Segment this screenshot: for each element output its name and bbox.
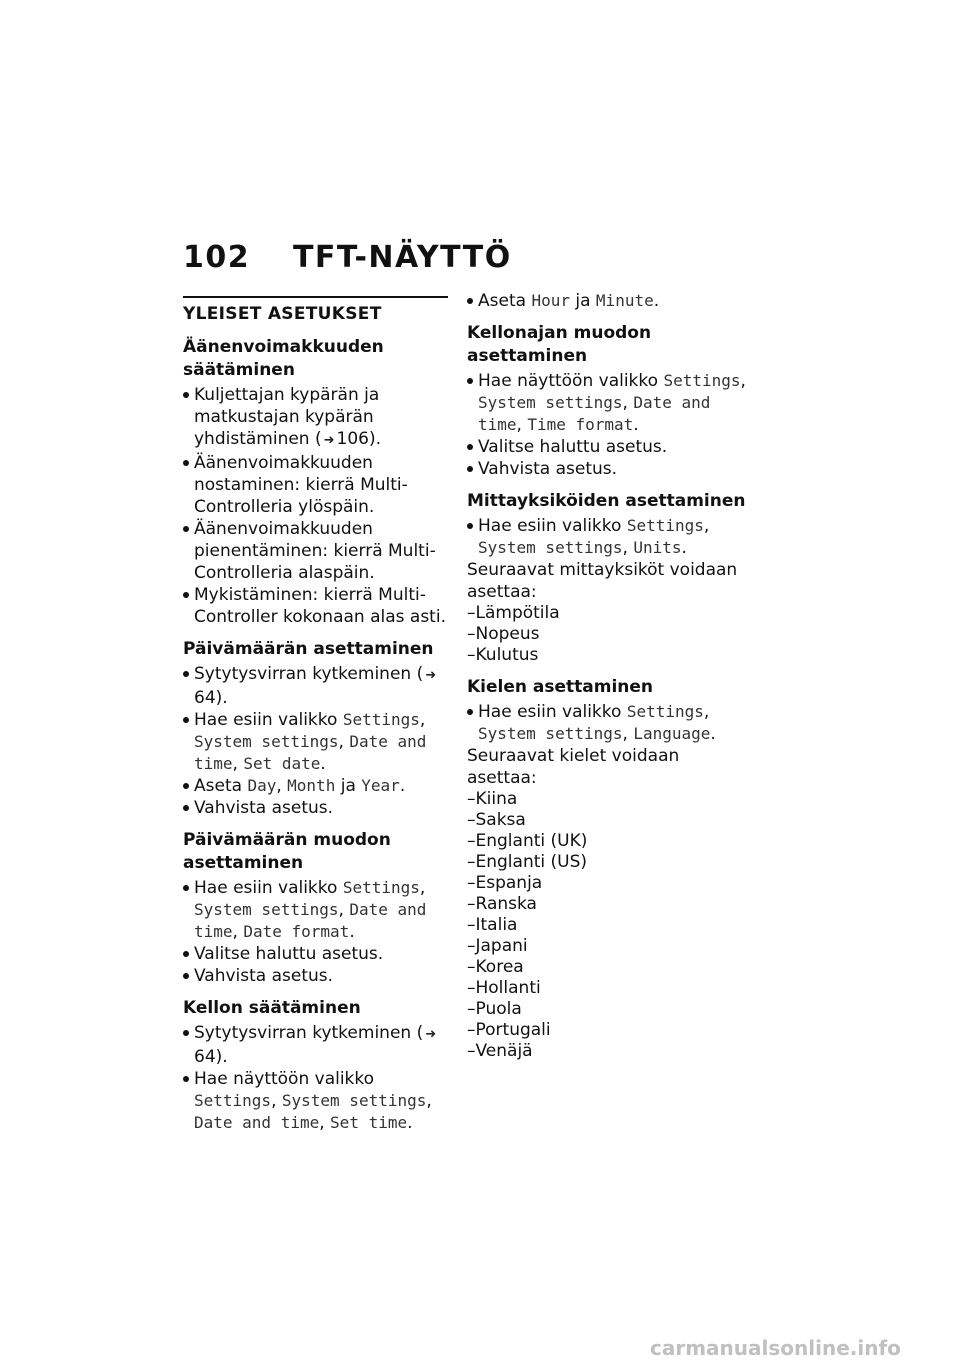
list-item: – Portugali xyxy=(467,1020,747,1041)
list-item: Hae näyttöön valikko Settings, System settings, Date and time, Set time. xyxy=(183,1068,453,1134)
list-item: Sytytysvirran kytkeminen ( ➜64). xyxy=(183,1022,453,1068)
left-column xyxy=(183,296,453,1144)
time-format-section xyxy=(467,322,747,480)
date-format-title: Päivämäärän muodon asettaminen xyxy=(183,830,391,873)
list-item: Valitse haluttu asetus. xyxy=(467,436,747,458)
list-item: Hae esiin valikko Settings, System settings, Language. xyxy=(467,701,747,745)
list-item: Hae esiin valikko Settings, System settings, Date and time, Date format. xyxy=(183,877,453,943)
units-intro: Seuraavat mittayksiköt voidaan asettaa: xyxy=(467,560,738,602)
language-list xyxy=(467,789,747,1062)
list-item: Vahvista asetus. xyxy=(183,965,453,987)
page-ref-arrow-icon: ➜ xyxy=(425,1027,437,1042)
list-item: – Ranska xyxy=(467,894,747,915)
right-column xyxy=(467,290,747,1072)
list-item: – Italia xyxy=(467,915,747,936)
list-item: Aseta Hour ja Minute. xyxy=(467,290,747,312)
clock-section-cont xyxy=(467,290,747,312)
page-ref[interactable]: 64 xyxy=(194,688,216,708)
list-item: Äänenvoimakkuuden nostaminen: kierrä Multi-Controlleria ylöspäin. xyxy=(183,452,453,518)
time-format-title: Kellonajan muodon asettaminen xyxy=(467,323,652,366)
list-item: – Lämpötila xyxy=(467,603,747,624)
volume-section xyxy=(183,336,453,628)
list-item: Hae esiin valikko Settings, System settings, Date and time, Set date. xyxy=(183,709,453,775)
chapter-title: TFT-NÄYTTÖ xyxy=(292,240,512,275)
page-ref-arrow-icon: ➜ xyxy=(425,668,437,683)
page-header xyxy=(183,240,512,275)
section-title: YLEISET ASETUKSET xyxy=(183,304,382,324)
volume-title: Äänenvoimakkuuden säätäminen xyxy=(183,337,384,380)
page-ref[interactable]: 64 xyxy=(194,1047,216,1067)
list-item: – Englanti (US) xyxy=(467,852,747,873)
watermark: carmanualsonline.info xyxy=(650,1336,901,1360)
list-item: – Nopeus xyxy=(467,624,747,645)
list-item: – Kulutus xyxy=(467,645,747,666)
clock-section xyxy=(183,997,453,1134)
list-item: Vahvista asetus. xyxy=(183,797,453,819)
units-list xyxy=(467,603,747,666)
units-section xyxy=(467,490,747,666)
units-title: Mittayksiköiden asettaminen xyxy=(467,491,746,511)
list-item: Valitse haluttu asetus. xyxy=(183,943,453,965)
list-item: Aseta Day, Month ja Year. xyxy=(183,775,453,797)
list-item: – Korea xyxy=(467,957,747,978)
list-item: – Saksa xyxy=(467,810,747,831)
list-item: – Espanja xyxy=(467,873,747,894)
date-format-section xyxy=(183,829,453,987)
page-ref-arrow-icon: ➜ xyxy=(323,433,335,448)
list-item: Kuljettajan kypärän ja matkustajan kypärän yhdistäminen ( ➜ 106). xyxy=(183,384,453,452)
list-item: – Englanti (UK) xyxy=(467,831,747,852)
list-item: – Puola xyxy=(467,999,747,1020)
date-section xyxy=(183,638,453,819)
list-item: – Hollanti xyxy=(467,978,747,999)
list-item: Sytytysvirran kytkeminen ( ➜64). xyxy=(183,663,453,709)
list-item: Vahvista asetus. xyxy=(467,458,747,480)
list-item: – Venäjä xyxy=(467,1041,747,1062)
language-title: Kielen asettaminen xyxy=(467,677,654,697)
clock-title: Kellon säätäminen xyxy=(183,998,361,1018)
list-item: – Japani xyxy=(467,936,747,957)
page-ref[interactable]: 106 xyxy=(336,429,369,449)
language-section xyxy=(467,676,747,1062)
list-item: Äänenvoimakkuuden pienentäminen: kierrä Multi-Controlleria alaspäin. xyxy=(183,518,453,584)
list-item: – Kiina xyxy=(467,789,747,810)
date-title: Päivämäärän asettaminen xyxy=(183,639,434,659)
list-item: Hae näyttöön valikko Settings, System settings, Date and time, Time format. xyxy=(467,370,747,436)
page-number: 102 xyxy=(183,240,251,275)
language-intro: Seuraavat kielet voidaan asettaa: xyxy=(467,746,680,788)
list-item: Hae esiin valikko Settings, System settings, Units. xyxy=(467,515,747,559)
list-item: Mykistäminen: kierrä Multi-Controller kokonaan alas asti. xyxy=(183,584,453,628)
section-rule xyxy=(183,296,448,298)
